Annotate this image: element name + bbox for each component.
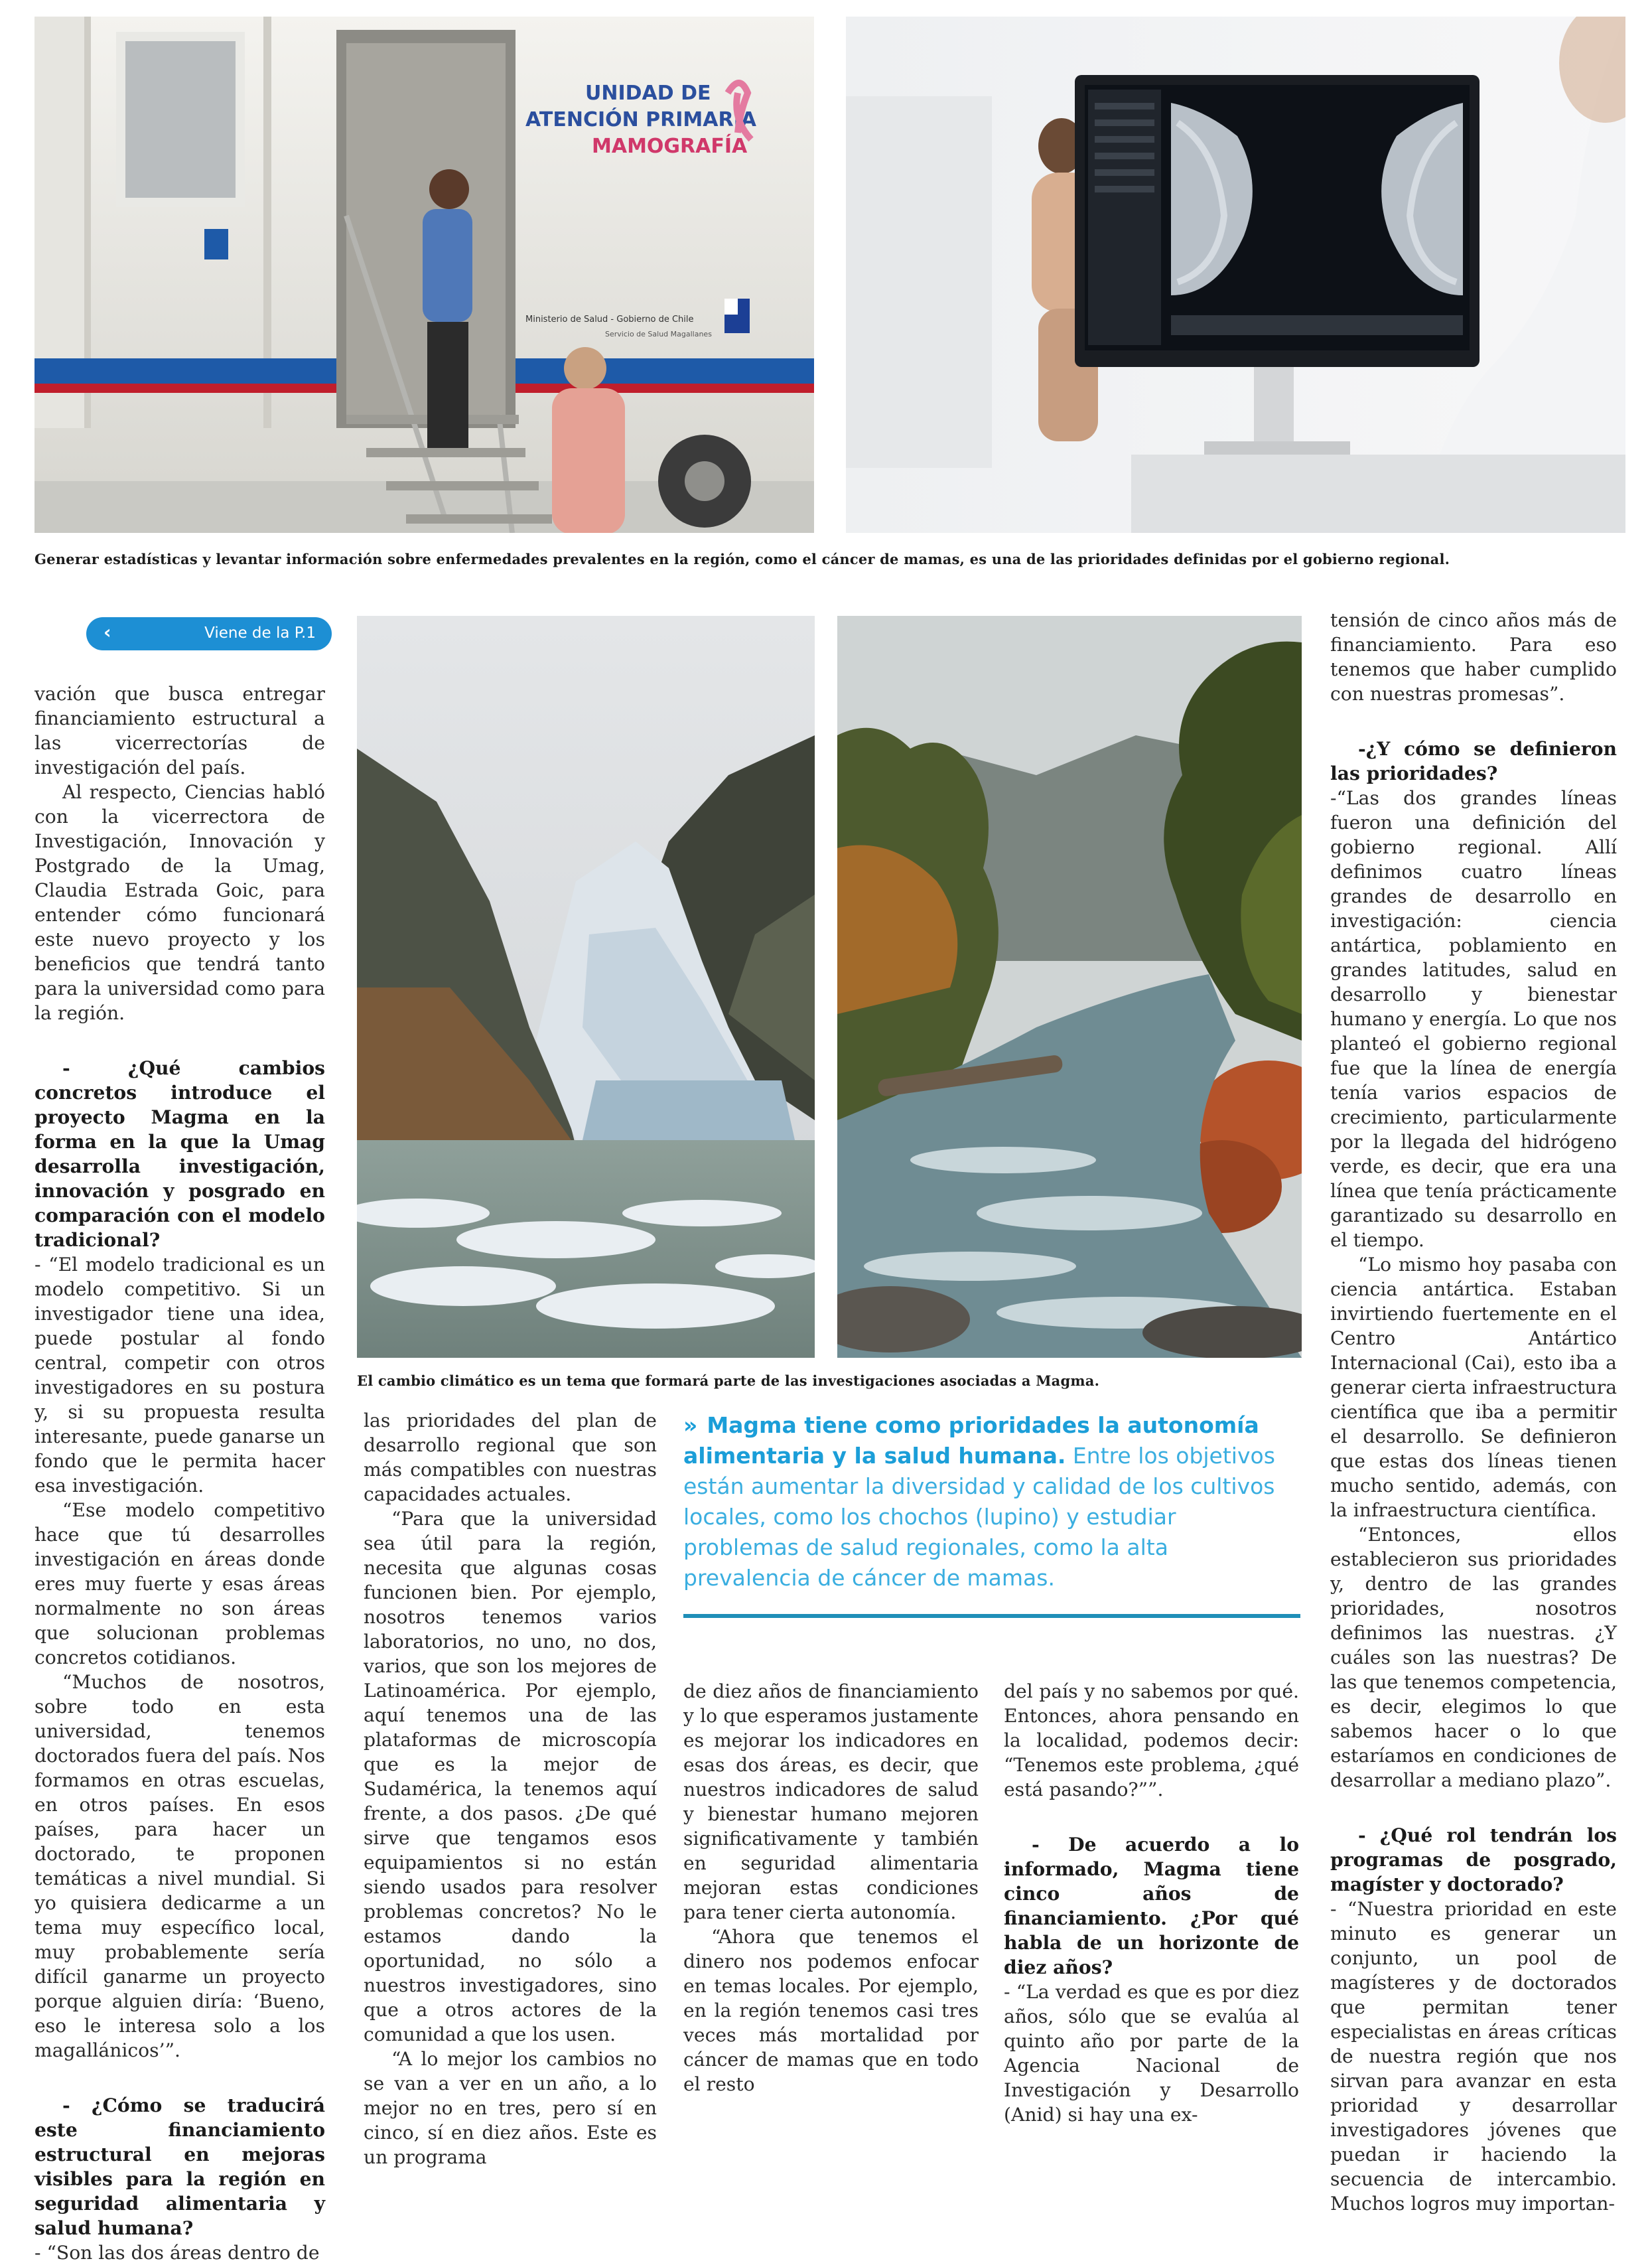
- col2-paragraph: “Para que la universidad sea útil para la región, necesita que algunas cosas funcionen bien. Por ejemplo, nosotros tenemos varios laboratorios, no uno, no dos, varios, que son los mejores de Latinoamérica. Por ejemplo, aquí tenemos una de las plataformas de microscopía que es la mejor de Sudamérica, la tenemos aquí frente, a dos pasos. ¿De qué sirve que tengamos esos equipamientos si no están siendo usados para resolver problemas concretos? No le estamos dando la oportunidad, no sólo a nuestros investigadores, sino que a otros actores de la comunidad a que los usen.: [364, 1508, 657, 2045]
- pull-quote-divider: [683, 1614, 1300, 1618]
- col2-paragraph: las prioridades del plan de desarrollo regional que son más compatibles con nuestras capacidades actuales.: [364, 1410, 657, 1505]
- col1-question: - ¿Cómo se traducirá este financiamiento estructural en mejoras visibles para la región en seguridad alimentaria y salud humana?: [34, 2094, 325, 2239]
- col4-answer: - “La verdad es que es por diez años, sólo que se evalúa al quinto año por parte de la Agencia Nacional de Investigación y Desarrollo (Anid) si hay una ex-: [1004, 1981, 1299, 2126]
- col4-question: - De acuerdo a lo informado, Magma tiene cinco años de financiamiento. ¿Por qué habla de un horizonte de diez años?: [1004, 1834, 1299, 1978]
- col5-paragraph: “Lo mismo hoy pasaba con ciencia antártica. Estaban invirtiendo fuertemente en el Centro Antártico Internacional (Cai), esto iba a generar cierta infraestructura científica que iba a permitir el desarrollo. Se definieron que estas dos líneas tienen mucho sentido, además, con la infraestructura científica.: [1330, 1254, 1617, 1521]
- col1-answer: - “El modelo tradicional es un modelo competitivo. Si un investigador tiene una idea, puede postular al fondo central, competir con otros investigadores en su postura y, si su propuesta resulta interesante, puede ganarse un fondo que le permita hacer esa investigación.: [34, 1254, 325, 1497]
- col5-question: -¿Y cómo se definieron las prioridades?: [1330, 738, 1617, 784]
- col1-answer: - “Son las dos áreas dentro de: [34, 2242, 320, 2264]
- truck-line3: MAMOGRAFÍA: [592, 135, 748, 158]
- truck-line1: UNIDAD DE: [585, 82, 711, 105]
- article-column-1: [34, 682, 325, 2265]
- col1-paragraph: “Muchos de nosotros, sobre todo en esta universidad, tenemos doctorados fuera del país. Nos formamos en otras escuelas, en otros países. En esos países, para hacer un doctorado, te proponen temáticas a nivel mundial. Si yo quisiera dedicarme a un tema muy específico local, muy probablemente sería difícil ganarme un proyecto porque alguien diría: ‘Bueno, eso le interesa solo a los magallánicos’”.: [34, 1671, 325, 2061]
- photo-glacier: [357, 616, 815, 1358]
- col5-answer: -“Las dos grandes líneas fueron una definición del gobierno regional. Allí definimos cuatro líneas grandes de desarrollo en investigación: ciencia antártica, poblamiento en grandes latitudes, salud en desarrollo y bienestar humano y energía. Lo que nos planteó el gobierno regional fue que la línea de energía tenía varios espacios de crecimiento, particularmente por la llegada del hidrógeno verde, es decir, que era una línea que tenía prácticamente garantizado su desarrollo en el tiempo.: [1330, 787, 1617, 1251]
- truck-ministry: Ministerio de Salud - Gobierno de Chile: [525, 315, 694, 325]
- continued-label: Viene de la P.1: [204, 624, 316, 642]
- pull-quote: [683, 1410, 1280, 1593]
- middle-photo-caption: El cambio climático es un tema que formará parte de las investigaciones asociadas a Magma.: [357, 1372, 1100, 1389]
- col3-paragraph: de diez años de financiamiento y lo que esperamos justamente es mejorar los indicadores en esas dos áreas, es decir, que nuestros indicadores de salud y bienestar humano mejoren significativamente y también en seguridad alimentaria mejoran estas condiciones para tener cierta autonomía.: [683, 1680, 979, 1923]
- truck-service: Servicio de Salud Magallanes: [605, 330, 712, 338]
- pull-quote-body: Entre los objetivos están aumentar la diversidad y calidad de los cultivos locales, como los chochos (lupino) y estudiar problemas de salud regionales, como la alta prevalencia de cáncer de mamas.: [683, 1443, 1275, 1591]
- col2-paragraph: “A lo mejor los cambios no se van a ver en un año, a lo mejor no en tres, pero sí en cinco, sí en diez años. Este es un programa: [364, 2048, 657, 2168]
- top-photo-caption: Generar estadísticas y levantar información sobre enfermedades prevalentes en la región, como el cáncer de mamas, es una de las prioridades definidas por el gobierno regional.: [34, 551, 1450, 567]
- col1-paragraph: “Ese modelo competitivo hace que tú desarrolles investigación en áreas donde eres muy fuerte y esas áreas normalmente no son áreas que solucionan problemas concretos cotidianos.: [34, 1499, 325, 1668]
- article-column-4: [1004, 1679, 1299, 2127]
- col5-paragraph: tensión de cinco años más de financiamiento. Para eso tenemos que haber cumplido con nuestras promesas”.: [1330, 609, 1617, 705]
- pull-quote-highlight: Magma tiene como prioridades la autonomía alimentaria y la salud humana.: [683, 1412, 1259, 1469]
- col5-answer: - “Nuestra prioridad en este minuto es generar un conjunto, un pool de magísteres y de doctorados que permitan tener especialistas en áreas críticas de nuestra región que nos sirvan para avanzar en esta prioridad y desarrollar investigadores jóvenes que puedan ir haciendo la secuencia de intercambio. Muchos logros muy importan-: [1330, 1898, 1617, 2215]
- article-column-2: [364, 1408, 657, 2169]
- col1-question: - ¿Qué cambios concretos introduce el proyecto Magma en la forma en la que la Umag desarrolla investigación, innovación y posgrado en comparación con el modelo tradicional?: [34, 1057, 325, 1251]
- continued-from-page-link[interactable]: [86, 617, 332, 650]
- col1-paragraph: Al respecto, Ciencias habló con la vicerrectora de Investigación, Innovación y Postgrado de la Umag, Claudia Estrada Goic, para entender cómo funcionará este nuevo proyecto y los beneficios que tendrá tanto para la universidad como para la región.: [34, 781, 325, 1024]
- col1-paragraph: vación que busca entregar financiamiento estructural a las vicerrectorías de investigación del país.: [34, 683, 325, 778]
- col5-question: - ¿Qué rol tendrán los programas de posgrado, magíster y doctorado?: [1330, 1824, 1617, 1895]
- col5-paragraph: “Entonces, ellos establecieron sus prioridades y, dentro de las grandes prioridades, nosotros definimos las nuestras. ¿Y cuáles son las nuestras? De las que tenemos competencia, es decir, elegimos lo que sabemos hacer o lo que estaríamos en condiciones de desarrollar a mediano plazo”.: [1330, 1524, 1617, 1791]
- chevron-left-icon: ‹: [103, 621, 111, 643]
- col4-paragraph: del país y no sabemos por qué. Entonces, ahora pensando en la localidad, podemos decir: “Tenemos este problema, ¿qué está pasando?””.: [1004, 1680, 1299, 1800]
- double-chevron-icon: »: [683, 1412, 698, 1438]
- photo-forest-river: [837, 616, 1302, 1358]
- photo-mammography-truck: [34, 17, 814, 533]
- photo-mammogram-monitor: [846, 17, 1625, 533]
- article-column-5: [1330, 608, 1617, 2216]
- accessibility-sign-icon: [204, 229, 228, 259]
- col3-paragraph: “Ahora que tenemos el dinero nos podemos enfocar en temas locales. Por ejemplo, en la región tenemos casi tres veces más mortalidad por cáncer de mamas que en todo el resto: [683, 1926, 979, 2095]
- article-column-3: [683, 1679, 979, 2096]
- truck-line2: ATENCIÓN PRIMARIA: [525, 108, 756, 131]
